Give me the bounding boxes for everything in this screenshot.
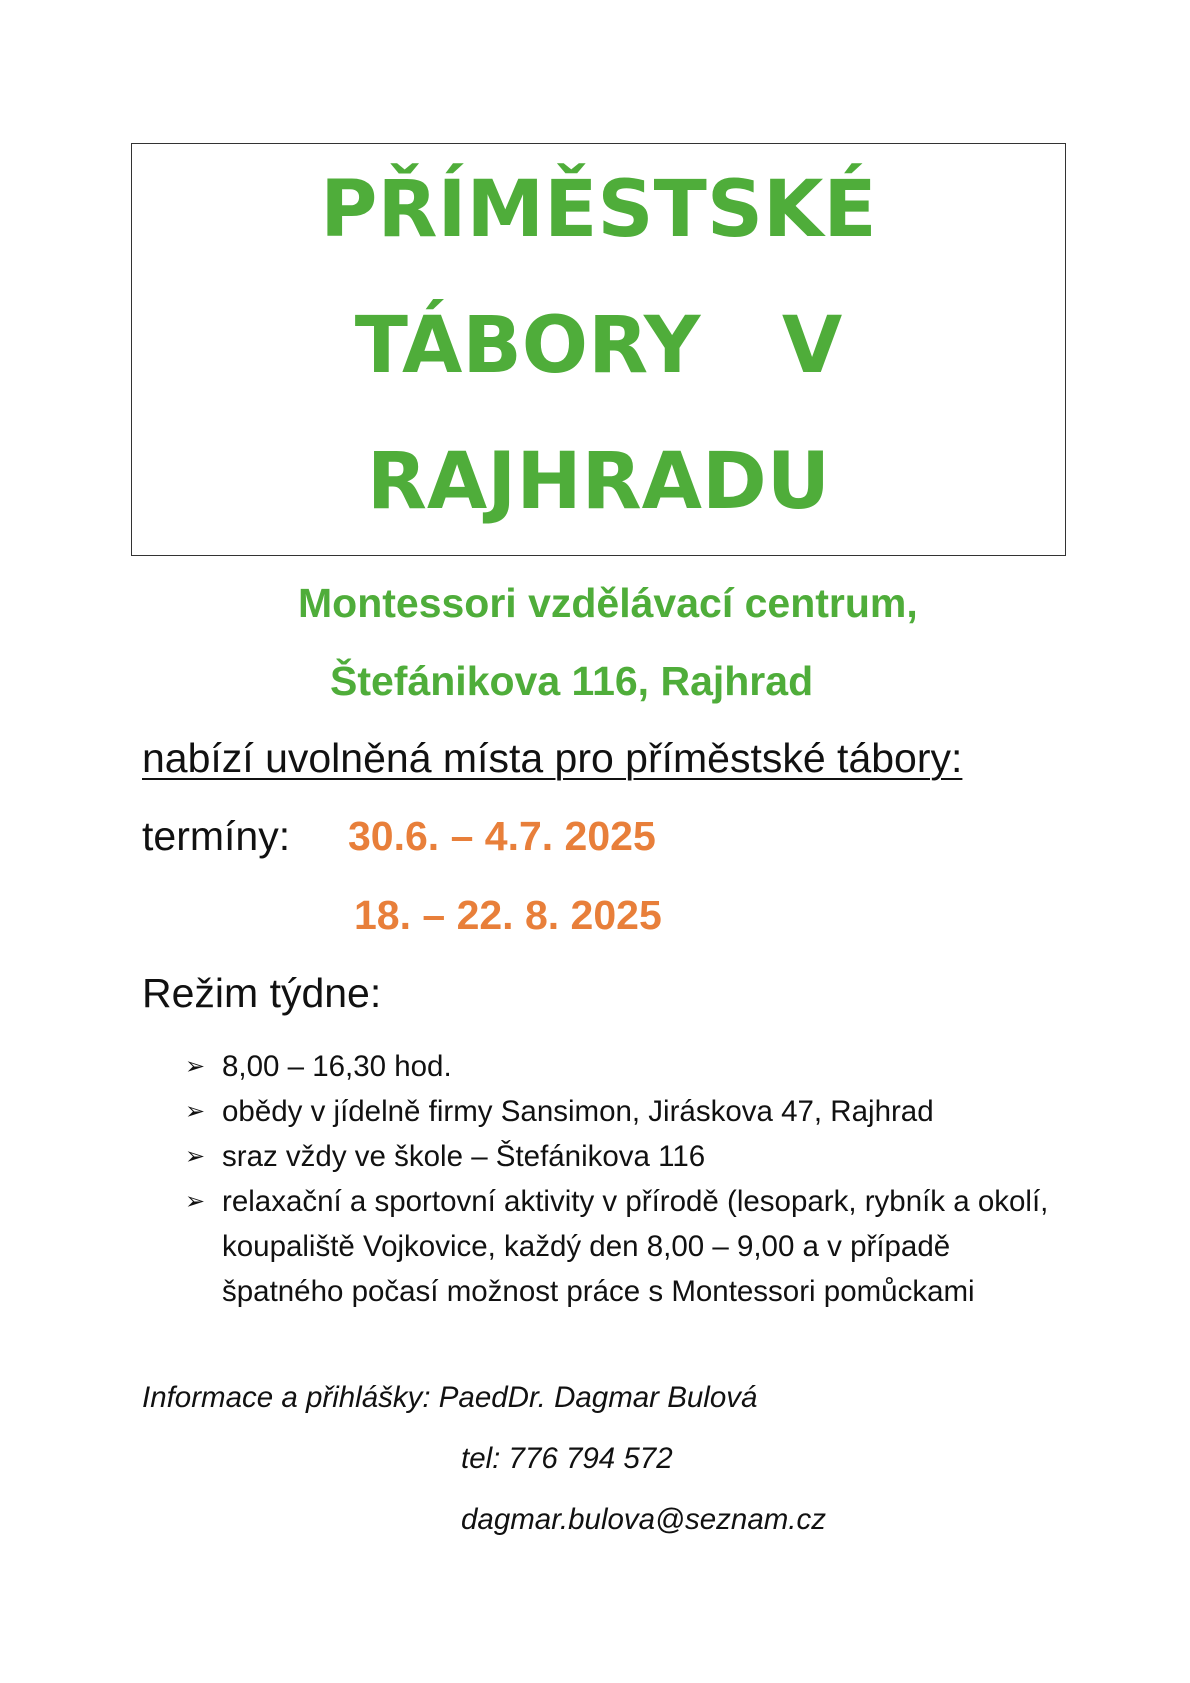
arrow-bullet-icon: ➢ [185, 1098, 206, 1125]
contact-email: dagmar.bulova@seznam.cz [461, 1503, 826, 1536]
list-item-text: obědy v jídelně firmy Sansimon, Jiráskova 47, Rajhrad [222, 1095, 934, 1128]
list-item [185, 1179, 1065, 1314]
venue-address: Štefánikova 116, Rajhrad [330, 658, 814, 704]
list-item [185, 1044, 1065, 1089]
list-item-text: sraz vždy ve škole – Štefánikova 116 [222, 1140, 706, 1173]
arrow-bullet-icon: ➢ [185, 1143, 206, 1170]
term-date-1: 30.6. – 4.7. 2025 [348, 813, 656, 859]
list-item-text: relaxační a sportovní aktivity v přírodě (lesopark, rybník a okolí, koupaliště Vojkovice, každý den 8,00 – 9,00 a v případě špatného počasí možnost práce s Montessori pomůckami [222, 1185, 1049, 1308]
arrow-bullet-icon: ➢ [185, 1053, 206, 1080]
contact-person: Informace a přihlášky: PaedDr. Dagmar Bulová [142, 1381, 758, 1414]
title-line-1: PŘÍMĚSTSKÉ [320, 165, 877, 255]
title-line-2: TÁBORY V [354, 301, 843, 391]
arrow-bullet-icon: ➢ [185, 1188, 206, 1215]
contact-phone: tel: 776 794 572 [461, 1442, 673, 1475]
term-date-2: 18. – 22. 8. 2025 [354, 892, 662, 938]
list-item-text: 8,00 – 16,30 hod. [222, 1050, 452, 1083]
terms-label: termíny: [142, 813, 291, 859]
week-regime-list [185, 1044, 1065, 1314]
list-item [185, 1089, 1065, 1134]
week-regime-title: Režim týdne: [142, 970, 382, 1016]
offer-text: nabízí uvolněná místa pro příměstské tábory: [142, 735, 963, 781]
title-box [131, 143, 1066, 556]
title-line-3: RAJHRADU [366, 437, 831, 527]
venue-name: Montessori vzdělávací centrum, [298, 580, 918, 626]
list-item [185, 1134, 1065, 1179]
